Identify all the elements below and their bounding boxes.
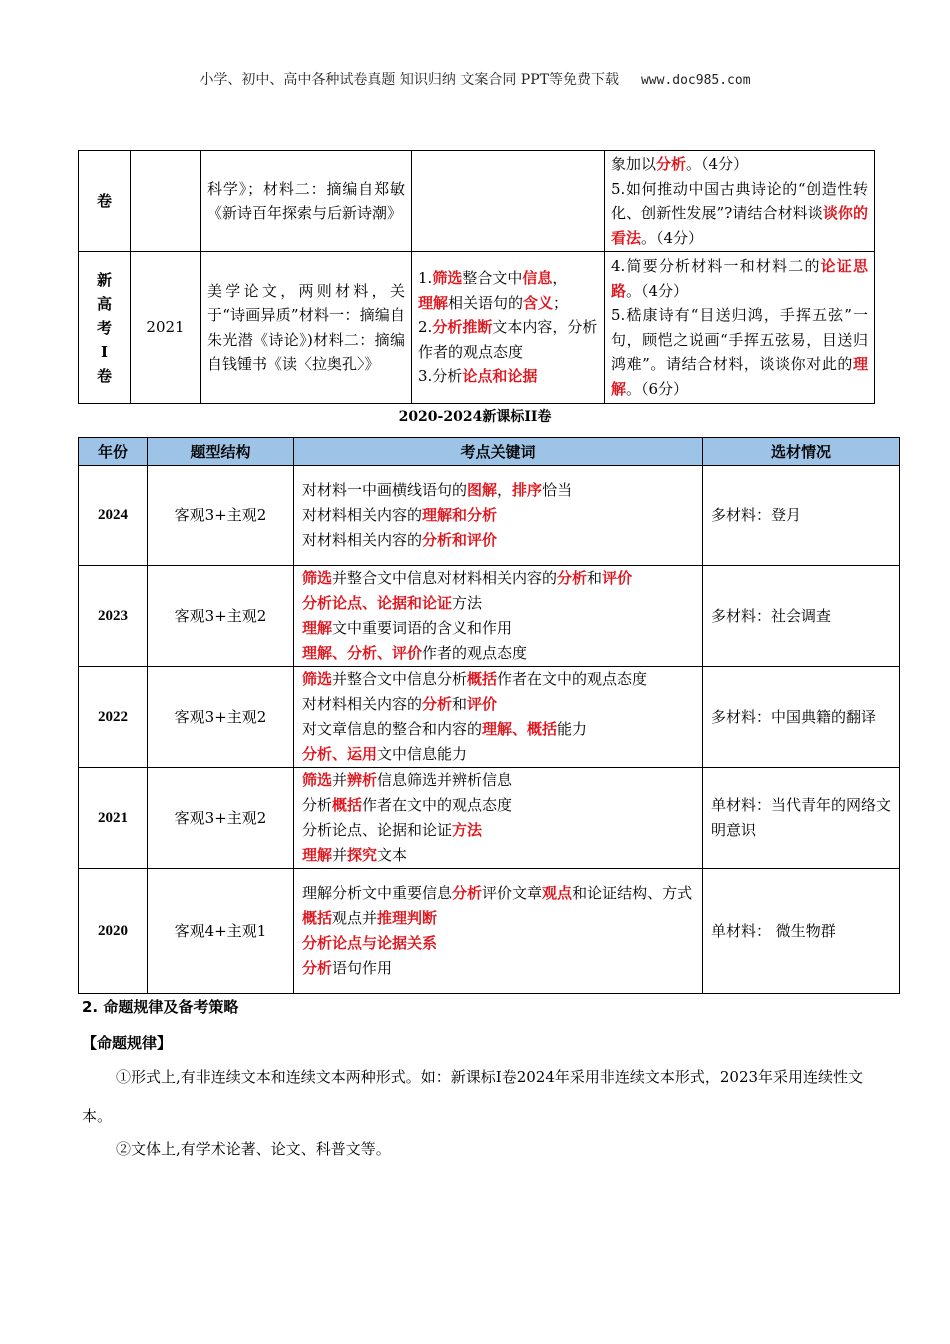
exam-analysis-table [78, 437, 900, 994]
question-cell: 象加以分析。（4分） 5.如何推动中国古典诗论的“创造性转化、创新性发展”?请结合材料谈谈你的看法。（4分） [605, 151, 875, 252]
material-cell: 多材料：中国典籍的翻译 [703, 667, 900, 768]
structure-cell: 客观3+主观2 [148, 466, 294, 566]
table-row [79, 768, 900, 869]
question-cell: 4.简要分析材料一和材料二的论证思路。（4分） 5.嵇康诗有“目送归鸿，手挥五弦”一句，顾恺之说画“手挥五弦易，目送归鸿难”。请结合材料，谈谈你对此的理解。（6分） [605, 252, 875, 404]
structure-cell: 客观3+主观2 [148, 667, 294, 768]
year-cell: 2020 [79, 869, 148, 994]
keyword-cell [412, 151, 605, 252]
year-cell [131, 151, 201, 252]
year-cell: 2021 [79, 768, 148, 869]
col-header-keywords: 考点关键词 [294, 438, 703, 466]
exam-label: 卷 [79, 151, 131, 252]
exam-label: 新 高 考 Ⅰ 卷 [79, 252, 131, 404]
header-url[interactable]: www.doc985.com [640, 73, 751, 88]
keyword-cell: 筛选并辨析信息筛选并辨析信息 分析概括作者在文中的观点态度 分析论点、论据和论证方法 理解并探究文本 [294, 768, 703, 869]
material-cell: 美学论文，两则材料，关于“诗画异质”材料一：摘编自朱光潜《诗论》)材料二：摘编自钱锺书《读〈拉奥孔〉》 [201, 252, 412, 404]
year-cell: 2022 [79, 667, 148, 768]
table-subtitle: 2020-2024新课标II卷 [398, 409, 552, 425]
keyword-cell: 1.筛选整合文中信息， 理解相关语句的含义； 2.分析推断文本内容，分析作者的观点态度 3.分析论点和论据 [412, 252, 605, 404]
table-row [79, 252, 875, 404]
paragraph: ②文体上,有学术论著、论文、科普文等。 [116, 1140, 391, 1158]
table-row [79, 566, 900, 667]
table-row [79, 466, 900, 566]
col-header-structure: 题型结构 [148, 438, 294, 466]
year-cell: 2024 [79, 466, 148, 566]
table-row [79, 151, 875, 252]
material-cell: 单材料： 微生物群 [703, 869, 900, 994]
keyword-cell: 对材料一中画横线语句的图解，排序恰当 对材料相关内容的理解和分析 对材料相关内容的分析和评价 [294, 466, 703, 566]
structure-cell: 客观3+主观2 [148, 566, 294, 667]
exam-table-continuation [78, 150, 875, 404]
header-text: 小学、初中、高中各种试卷真题 知识归纳 文案合同 PPT等免费下载 [199, 72, 619, 88]
keyword-cell: 筛选并整合文中信息对材料相关内容的分析和评价 分析论点、论据和论证方法 理解文中重要词语的含义和作用 理解、分析、评价作者的观点态度 [294, 566, 703, 667]
col-header-material: 选材情况 [703, 438, 900, 466]
section-title: 2. 命题规律及备考策略 [82, 998, 239, 1016]
keyword-cell: 理解分析文中重要信息分析评价文章观点和论证结构、方式 概括观点并推理判断 分析论点与论据关系 分析语句作用 [294, 869, 703, 994]
structure-cell: 客观4+主观1 [148, 869, 294, 994]
table-row [79, 667, 900, 768]
table-row [79, 869, 900, 994]
year-cell: 2021 [131, 252, 201, 404]
material-cell: 单材料：当代青年的网络文明意识 [703, 768, 900, 869]
structure-cell: 客观3+主观2 [148, 768, 294, 869]
page-header [0, 69, 950, 89]
col-header-year: 年份 [79, 438, 148, 466]
keyword-cell: 筛选并整合文中信息分析概括作者在文中的观点态度 对材料相关内容的分析和评价 对文章信息的整合和内容的理解、概括能力 分析、运用文中信息能力 [294, 667, 703, 768]
material-cell: 多材料：社会调查 [703, 566, 900, 667]
paragraph: ①形式上,有非连续文本和连续文本两种形式。如：新课标Ⅰ卷2024年采用非连续文本形式，2023年采用连续性文本。 [82, 1068, 864, 1125]
material-cell: 科学》；材料二：摘编自郑敏《新诗百年探索与后新诗潮》 [201, 151, 412, 252]
year-cell: 2023 [79, 566, 148, 667]
material-cell: 多材料：登月 [703, 466, 900, 566]
section-subtitle: 【命题规律】 [82, 1034, 173, 1052]
table-header-row [79, 438, 900, 466]
